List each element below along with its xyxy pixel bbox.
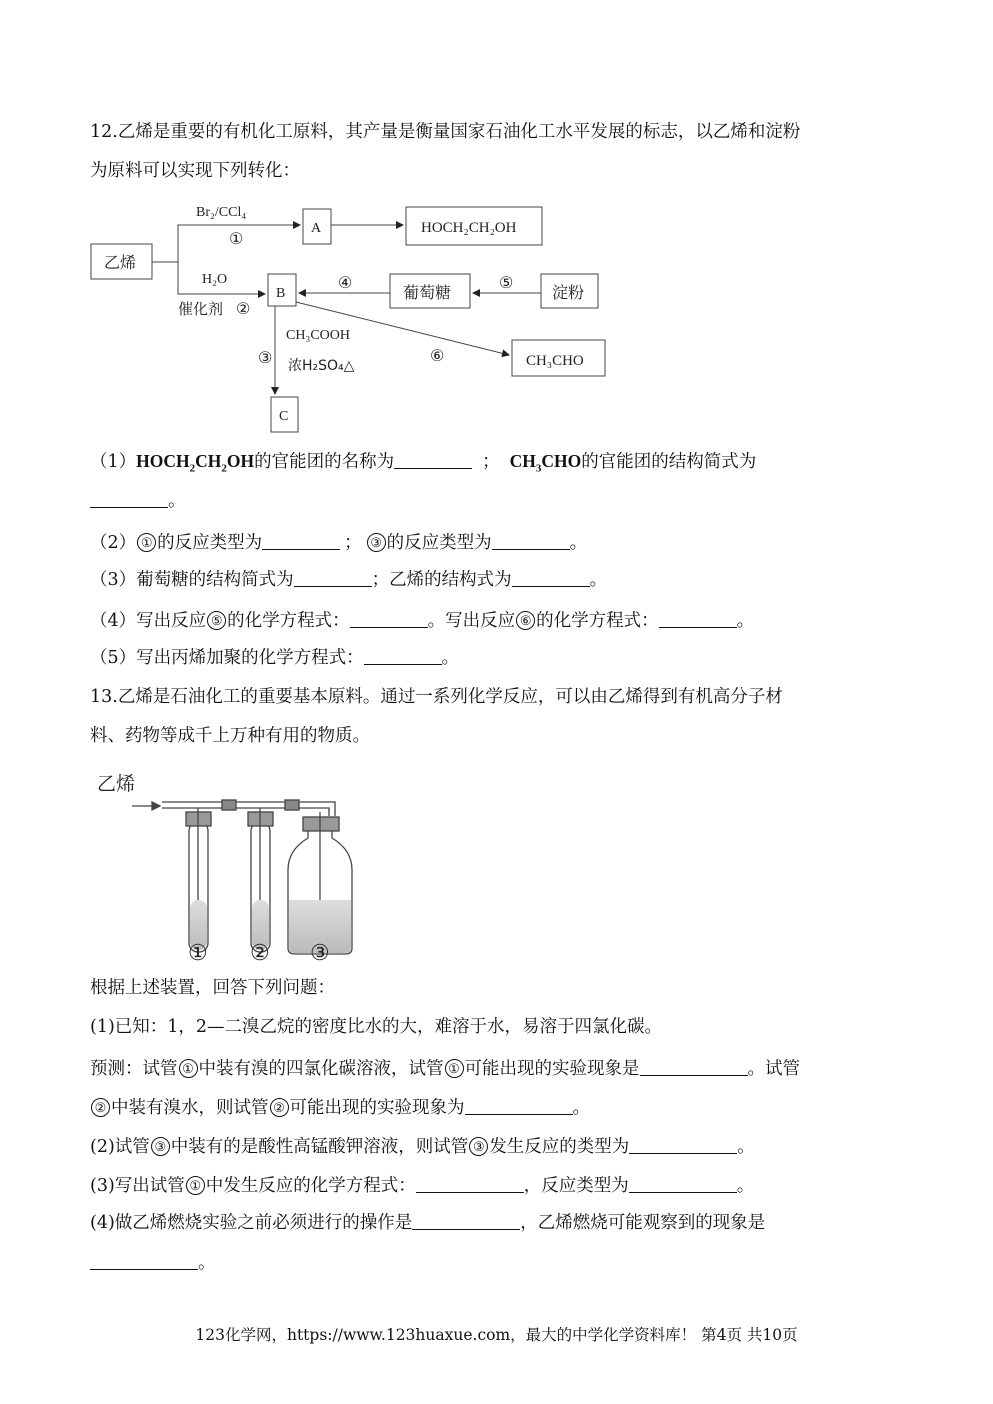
q13-part2: (2)试管 ③ 中装有的是酸性高锰酸钾溶液，则试管 ③ 发生反应的类型为 。 [90,1137,755,1157]
q12-part1: $(1)HOCH_2CH_2OH$的官能团的名称为 ； $CH_3CHO$的官能团的结构简式为 [90,451,757,475]
reaction-flow-diagram [0,190,993,440]
reagent-sulfuric: 浓H₂SO₄△ [288,358,355,374]
starch-label: 淀粉 [552,283,585,302]
q12-intro-line2: 为原料可以实现下列转化： [90,161,300,181]
c-label: C [279,409,289,424]
reagent-h2o: H₂O [202,272,228,287]
q13-part4-cont: 。 [90,1255,216,1273]
tube-2-label: ② [250,940,270,965]
step-4-label: ④ [338,275,353,292]
glucose-label: 葡萄糖 [403,283,452,302]
q12-part2: （2） ① 的反应类型为 ； ③ 的反应类型为 。 [90,533,588,553]
ethylene-label: 乙烯 [104,253,137,272]
ethylene-inlet-label: 乙烯 [97,773,136,795]
q13-part3: (3)写出试管 ① 中发生反应的化学方程式： ，反应类型为 。 [90,1176,755,1196]
q13-intro-line1: 13.乙烯是石油化工的重要基本原料。通过一系列化学反应，可以由乙烯得到有机高分子材 [90,687,783,707]
q12-part4: （4）写出反应 ⑤ 的化学方程式： 。写出反应 ⑥ 的化学方程式： 。 [90,611,755,631]
q13-part1-line2: ② 中装有溴水，则试管 ② 可能出现的实验现象为 。 [90,1098,590,1118]
reagent-br2: Br₂/CCl₄ [196,205,247,220]
q12-part5: （5）写出丙烯加聚的化学方程式： 。 [90,648,460,668]
step-5-label: ⑤ [499,275,514,292]
catalyst-label: 催化剂 [178,300,224,318]
q13-part1-line1: 预测：试管 ① 中装有溴的四氯化碳溶液，试管 ① 可能出现的实验现象是 。试管 [90,1059,800,1079]
acetaldehyde-label: CH₃CHO [526,353,584,369]
q12-part1-cont: 。 [90,493,186,511]
q13-lead: 根据上述装置，回答下列问题： [90,978,335,998]
q13-part4: (4)做乙烯燃烧实验之前必须进行的操作是 ，乙烯燃烧可能观察到的现象是 [90,1213,766,1233]
q12-intro-line1: 12.乙烯是重要的有机化工原料，其产量是衡量国家石油化工水平发展的标志，以乙烯和淀粉 [90,122,801,142]
q13-intro-line2: 料、药物等成千上万种有用的物质。 [90,726,370,746]
step-1-label: ① [229,231,244,248]
q13-known: (1)已知：1，2—二溴乙烷的密度比水的大，难溶于水，易溶于四氯化碳。 [90,1017,663,1037]
tube-1-label: ① [188,940,208,965]
apparatus-drawing [0,760,420,968]
page-footer: 123化学网，https://www.123huaxue.com，最大的中学化学资料库！ 第4页 共10页 [195,1326,798,1344]
b-label: B [276,286,286,301]
step-2-label: ② [236,301,251,318]
step-6-label: ⑥ [430,348,445,365]
a-label: A [311,221,322,236]
tube-3-label: ③ [310,940,330,965]
reagent-acetic-acid: CH₃COOH [286,328,350,343]
step-3-label: ③ [258,350,273,367]
q12-part3: （3）葡萄糖的结构简式为 ；乙烯的结构式为 。 [90,570,608,590]
glycol-label: HOCH₂CH₂OH [421,220,517,236]
